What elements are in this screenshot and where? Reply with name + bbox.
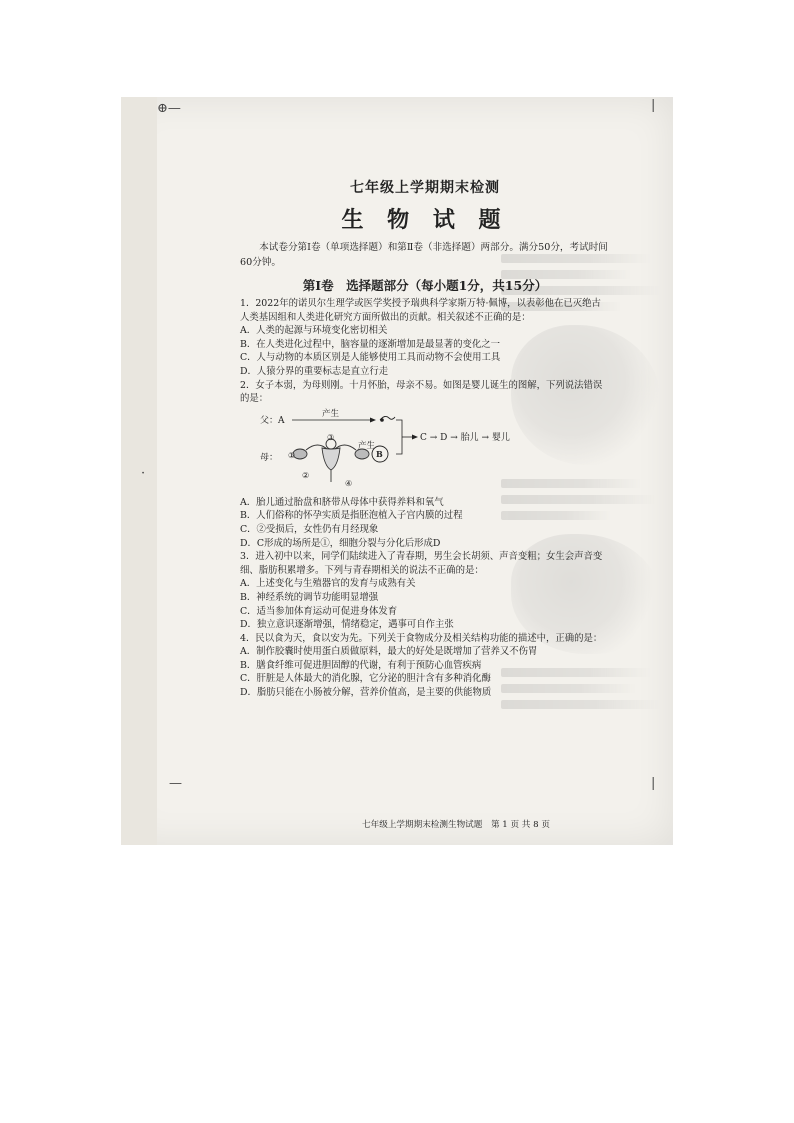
option-c: C．肝脏是人体最大的消化腺，它分泌的胆汁含有多种消化酶 xyxy=(240,673,491,685)
crop-mark-bottom-right: | xyxy=(651,776,656,791)
exam-title: 生 物 试 题 xyxy=(341,207,509,233)
option-b: B．膳食纤维可促进胆固醇的代谢，有利于预防心血管疾病 xyxy=(240,659,482,671)
question-stem: 3．进入初中以来，同学们陆续进入了青春期，男生会长胡须、声音变粗；女生会声音变细、脂肪积累增多。下列与青春期相关的说法不正确的是： xyxy=(240,551,603,576)
question-3 xyxy=(240,550,610,632)
birth-process-diagram xyxy=(240,408,610,494)
crop-mark-bottom-left: — xyxy=(169,776,182,791)
merge-bracket xyxy=(396,420,402,454)
marker-2: ② xyxy=(302,470,310,480)
birth-diagram-svg xyxy=(240,408,610,494)
father-label: 父：A xyxy=(260,415,285,426)
marker-1: ① xyxy=(288,450,296,460)
question-stem: 1．2022年的诺贝尔生理学或医学奖授予瑞典科学家斯万特·佩博，以表彰他在已灭绝古人类基因组和人类进化研究方面所做出的贡献。相关叙述不正确的是： xyxy=(240,298,601,323)
option-d: D．脂肪只能在小肠被分解，营养价值高，是主要的供能物质 xyxy=(240,687,492,699)
question-stem: 4．民以食为天，食以安为先。下列关于食物成分及相关结构功能的描述中，正确的是： xyxy=(240,632,603,644)
crop-mark-top-left: ⊕— xyxy=(157,101,181,116)
option-a: A．人类的起源与环境变化密切相关 xyxy=(240,325,388,337)
produce-label-top: 产生 xyxy=(322,408,340,419)
scan-speck: · xyxy=(141,466,146,481)
development-chain: C → D → 胎儿 → 婴儿 xyxy=(420,432,510,443)
question-2 xyxy=(240,379,610,551)
scanned-page xyxy=(121,97,673,845)
produce-label-bottom: 产生 xyxy=(358,440,376,451)
page-content xyxy=(240,177,610,700)
option-b: B．神经系统的调节功能明显增强 xyxy=(240,591,379,603)
option-d: D．独立意识逐渐增强，情绪稳定，遇事可自作主张 xyxy=(240,619,454,631)
option-c: C．适当参加体育运动可促进身体发育 xyxy=(240,605,398,617)
option-b: B．人们俗称的怀孕实质是指胚泡植入子宫内膜的过程 xyxy=(240,510,463,522)
marker-3: ③ xyxy=(327,432,335,442)
option-a: A．制作胶囊时使用蛋白质做原料，最大的好处是既增加了营养又不伤胃 xyxy=(240,646,538,658)
option-a: A．上述变化与生殖器官的发育与成熟有关 xyxy=(240,578,416,590)
option-c: C．②受损后，女性仍有月经现象 xyxy=(240,523,379,535)
exam-subtitle: 七年级上学期期末检测 xyxy=(350,180,500,196)
option-d: D．C形成的场所是①，细胞分裂与分化后形成D xyxy=(240,537,441,549)
option-d: D．人猿分界的重要标志是直立行走 xyxy=(240,365,389,377)
question-4 xyxy=(240,632,610,700)
option-a: A．胎儿通过胎盘和脐带从母体中获得养料和氧气 xyxy=(240,496,444,508)
option-c: C．人与动物的本质区别是人能够使用工具而动物不会使用工具 xyxy=(240,352,501,364)
exam-instructions: 本试卷分第Ⅰ卷（单项选择题）和第Ⅱ卷（非选择题）两部分。满分50分，考试时间60分钟。 xyxy=(240,242,608,268)
mother-label: 母： xyxy=(260,452,279,463)
page-footer: 七年级上学期期末检测生物试题 第 1 页 共 8 页 xyxy=(362,820,550,830)
option-b: B．在人类进化过程中，脑容量的逐渐增加是最显著的变化之一 xyxy=(240,338,501,350)
scan-margin xyxy=(121,97,157,845)
question-stem: 2．女子本弱，为母则刚。十月怀胎，母亲不易。如图是婴儿诞生的图解，下列说法错误的是： xyxy=(240,379,603,405)
father-arrow-head xyxy=(370,417,376,422)
crop-mark-top-right: | xyxy=(651,98,656,113)
marker-4: ④ xyxy=(345,478,353,488)
b-label: B xyxy=(376,448,383,459)
section-title: 第Ⅰ卷 选择题部分（每小题1分，共15分） xyxy=(302,278,548,293)
question-1 xyxy=(240,297,610,379)
